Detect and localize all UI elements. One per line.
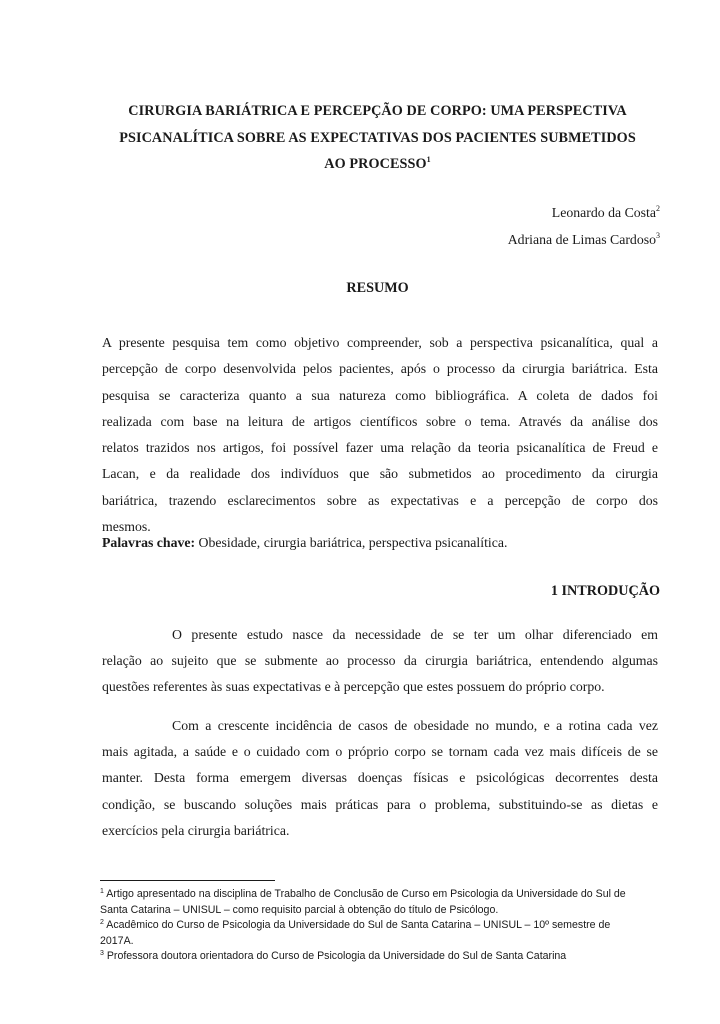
abstract-body [102,330,658,540]
author-list [508,199,660,253]
footnote-1 [100,887,660,903]
abstract-heading: RESUMO [346,280,409,296]
paragraph-line: exercícios pela cirurgia bariátrica. [102,822,290,838]
author-1 [508,199,660,226]
title-line-1: CIRURGIA BARIÁTRICA E PERCEPÇÃO DE CORPO: UMA PERSPECTIVA [128,103,627,119]
footnote-3 [100,949,660,965]
section-heading-introduction: 1 INTRODUÇÃO [550,583,660,599]
keywords [102,535,658,551]
footnote-2-text-line-1: Acadêmico do Curso de Psicologia da Universidade do Sul de Santa Catarina – UNISUL – 10º semestre de [106,919,611,931]
footnote-1-text-line-1: Artigo apresentado na disciplina de Trabalho de Conclusão de Curso em Psicologia da Universidade do Sul de [106,888,626,900]
abstract-line: realizada com base na leitura de artigos científicos sobre o tema. Através da análise dos [102,413,658,429]
footnote-3-number: 3 [100,950,104,957]
author-2-footnote-marker: 3 [656,231,660,240]
footnote-1-continued: Santa Catarina – UNISUL – como requisito parcial à obtenção do título de Psicólogo. [100,903,499,916]
author-2-name: Adriana de Limas Cardoso [507,232,656,247]
footnote-2-continued: 2017A. [100,934,134,947]
paragraph-line: mais agitada, a saúde e o cuidado com o próprio corpo se tornam cada vez mais difíceis de se [102,744,658,760]
paragraph-line: Com a crescente incidência de casos de obesidade no mundo, e a rotina cada vez [172,718,658,733]
title-line-2: PSICANALÍTICA SOBRE AS EXPECTATIVAS DOS PACIENTES SUBMETIDOS [119,129,636,146]
footnote-1-number: 1 [100,888,104,895]
author-1-footnote-marker: 2 [656,204,660,213]
footnote-2-number: 2 [100,919,104,926]
footnote-2 [100,918,660,934]
paragraph-line: condição, se buscando soluções mais práticas para o problema, substituindo-se as dietas e [102,796,658,812]
paragraph-line: relação ao sujeito que se submente ao processo da cirurgia bariátrica, entendendo algumas [102,653,658,669]
abstract-line: pesquisa se caracteriza quanto a sua natureza como bibliográfica. A coleta de dados foi [102,387,658,403]
author-1-name: Leonardo da Costa [551,205,656,220]
abstract-line: Lacan, e da realidade dos indivíduos que são submetidos ao procedimento da cirurgia [102,466,658,482]
intro-paragraph-1 [102,622,658,701]
title-line-3 [90,151,665,178]
paper-title [90,98,665,178]
keywords-text: Obesidade, cirurgia bariátrica, perspectiva psicanalítica. [195,535,508,550]
footnotes [100,887,660,965]
title-line-3-text: AO PROCESSO [324,156,427,172]
abstract-line: mesmos. [102,519,151,535]
paragraph-line: manter. Desta forma emergem diversas doenças físicas e psicológicas decorrentes desta [102,770,658,786]
keywords-label: Palavras chave: [102,535,196,550]
abstract-line: relatos trazidos nos artigos, foi possível fazer uma relação da teoria psicanalítica de Freud e [102,440,658,456]
abstract-line: A presente pesquisa tem como objetivo compreender, sob a perspectiva psicanalítica, qual a [102,335,658,350]
abstract-line: bariátrica, trazendo esclarecimentos sobre as expectativas e a percepção de corpo dos [102,492,658,508]
footnote-divider [100,880,275,881]
abstract-line: percepção de corpo desenvolvida pelos pacientes, após o processo da cirurgia bariátrica. Esta [102,361,658,377]
intro-paragraph-2 [102,713,658,844]
paragraph-line: O presente estudo nasce da necessidade de se ter um olhar diferenciado em [172,627,658,642]
author-2 [508,226,660,253]
paragraph-line: questões referentes às suas expectativas e à percepção que estes possuem do próprio corpo. [102,679,605,695]
footnote-3-text-line-1: Professora doutora orientadora do Curso de Psicologia da Universidade do Sul de Santa Catarina [106,950,567,962]
title-footnote-marker: 1 [426,155,431,164]
